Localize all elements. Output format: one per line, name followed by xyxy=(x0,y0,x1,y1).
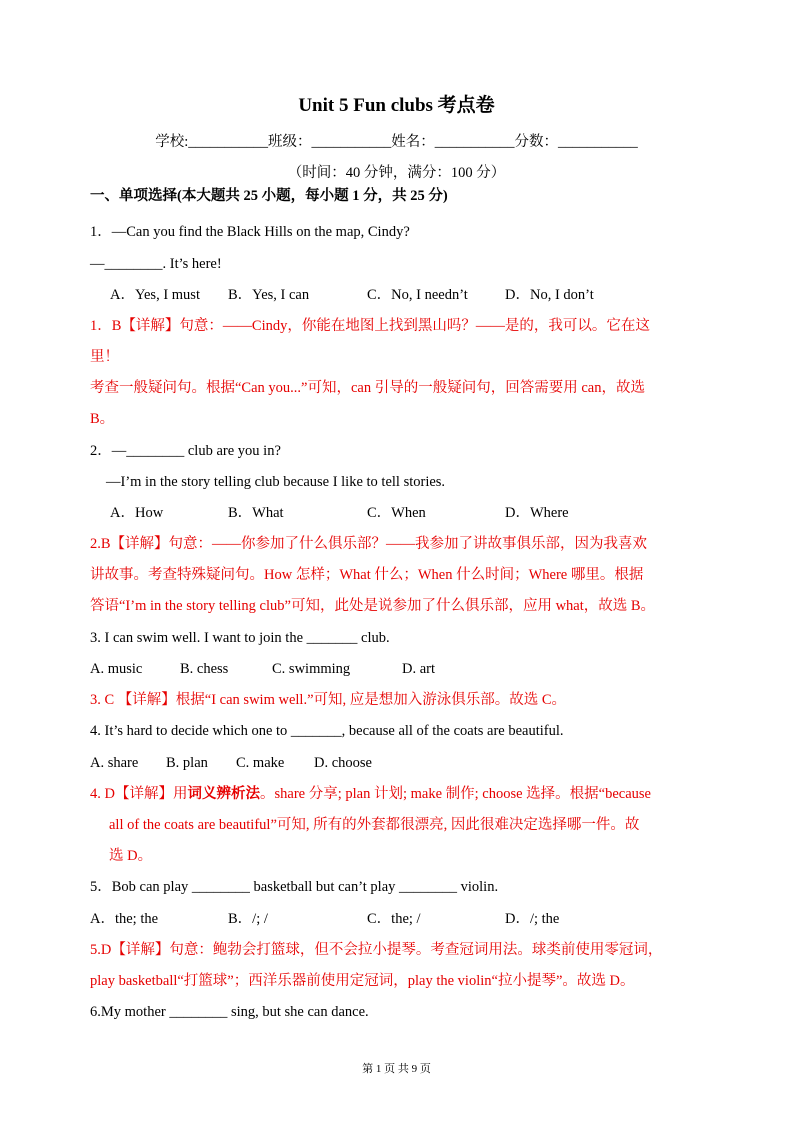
student-info-line: 学校:___________班级：___________姓名：___________分数：___________ xyxy=(155,134,638,150)
answer-1-line2: 里！ xyxy=(90,349,119,365)
answer-4-line3: 选 D。 xyxy=(109,848,153,864)
q4-option-c: C. make xyxy=(236,755,285,771)
answer-4-rest: 。share 分享; plan 计划; make 制作; choose 选择。根据“because xyxy=(259,786,651,802)
q5-option-d: D．/; the xyxy=(505,911,560,927)
q3-option-a: A. music xyxy=(90,661,143,677)
answer-1-line1: 1．B【详解】句意：——Cindy，你能在地图上找到黑山吗？——是的，我可以。它在这 xyxy=(90,318,650,334)
answer-4-line2: all of the coats are beautiful”可知, 所有的外套都很漂亮, 因此很难决定选择哪一件。故 xyxy=(109,817,640,833)
answer-4-line1 xyxy=(90,784,705,804)
q1-option-d: D．No, I don’t xyxy=(505,287,594,303)
question-6-stem: 6.My mother ________ sing, but she can dance. xyxy=(90,1004,369,1020)
answer-4-prefix: 4. D【详解】用 xyxy=(90,786,188,802)
q1-option-c: C．No, I needn’t xyxy=(367,287,468,303)
section-heading: 一、单项选择(本大题共 25 小题，每小题 1 分，共 25 分) xyxy=(90,188,448,204)
question-5-stem: 5．Bob can play ________ basketball but can’t play ________ violin. xyxy=(90,879,499,895)
exam-time-note: （时间：40 分钟，满分：100 分） xyxy=(287,165,506,181)
answer-1-line4: B。 xyxy=(90,411,115,427)
question-2-line2: —I’m in the story telling club because I like to tell stories. xyxy=(106,474,446,490)
question-3-stem: 3. I can swim well. I want to join the _______ club. xyxy=(90,630,390,646)
answer-5-line2: play basketball“打篮球”；西洋乐器前使用定冠词，play the violin“拉小提琴”。故选 D。 xyxy=(90,973,635,989)
question-1-stem: 1．—Can you find the Black Hills on the map, Cindy? xyxy=(90,224,410,240)
q2-option-a: A．How xyxy=(110,505,164,521)
answer-1-line3: 考查一般疑问句。根据“Can you...”可知，can 引导的一般疑问句，回答需要用 can，故选 xyxy=(90,380,645,396)
question-4-stem: 4. It’s hard to decide which one to _______, because all of the coats are beautiful. xyxy=(90,723,564,739)
q3-option-d: D. art xyxy=(402,661,436,677)
q4-option-d: D. choose xyxy=(314,755,372,771)
q2-option-d: D．Where xyxy=(505,505,569,521)
answer-3-line1: 3. C 【详解】根据“I can swim well.”可知, 应是想加入游泳俱乐部。故选 C。 xyxy=(90,692,567,708)
q5-option-c: C．the; / xyxy=(367,911,421,927)
q1-option-a: A．Yes, I must xyxy=(110,287,200,303)
q5-option-b: B．/; / xyxy=(228,911,268,927)
answer-2-line1: 2.B【详解】句意：——你参加了什么俱乐部？——我参加了讲故事俱乐部，因为我喜欢 xyxy=(90,536,648,552)
question-1-line2: —________. It’s here! xyxy=(90,256,222,272)
answer-4-method: 词义辨析法 xyxy=(187,786,260,802)
answer-5-line1: 5.D【详解】句意：鲍勃会打篮球，但不会拉小提琴。考查冠词用法。球类前使用零冠词， xyxy=(90,942,663,958)
q4-option-b: B. plan xyxy=(166,755,208,771)
q3-option-b: B. chess xyxy=(180,661,229,677)
q2-option-b: B．What xyxy=(228,505,284,521)
q4-option-a: A. share xyxy=(90,755,139,771)
answer-2-line2: 讲故事。考查特殊疑问句。How 怎样；What 什么；When 什么时间；Where 哪里。根据 xyxy=(90,567,644,583)
q5-option-a: A．the; the xyxy=(90,911,159,927)
answer-2-line3: 答语“I’m in the story telling club”可知，此处是说参加了什么俱乐部，应用 what，故选 B。 xyxy=(90,598,656,614)
q3-option-c: C. swimming xyxy=(272,661,351,677)
q2-option-c: C．When xyxy=(367,505,426,521)
document-title: Unit 5 Fun clubs 考点卷 xyxy=(298,95,495,116)
q1-option-b: B．Yes, I can xyxy=(228,287,310,303)
page-footer: 第 1 页 共 9 页 xyxy=(362,1063,431,1075)
question-2-stem: 2．—________ club are you in? xyxy=(90,443,281,459)
